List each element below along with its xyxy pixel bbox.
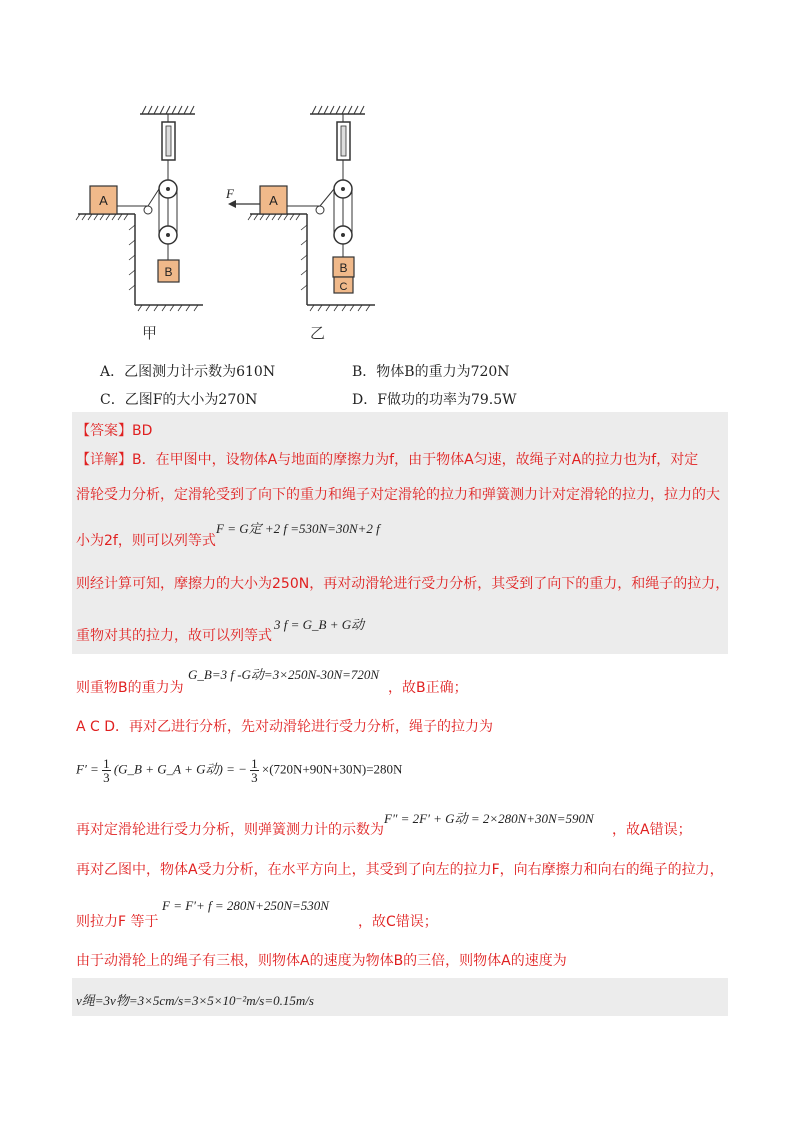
equation-6: F = F′+ f = 280N+250N=530N xyxy=(162,898,329,913)
option-d: D．F做功的功率为79.5W xyxy=(352,392,517,408)
detail-line-8b: ，故A错误； xyxy=(612,822,692,838)
force-label: F xyxy=(226,186,234,201)
block-a-label: A xyxy=(269,193,278,208)
block-c-label: C xyxy=(339,281,348,293)
equation-5: F″ = 2F′ + G动 = 2×280N+30N=590N xyxy=(384,811,594,826)
equation-7: v绳=3v物=3×5cm/s=3×5×10⁻²m/s=0.15m/s xyxy=(76,993,314,1008)
fraction-one-third xyxy=(102,757,111,784)
figure-label-right: 乙 xyxy=(310,324,326,342)
detail-line-8a: 再对定滑轮进行受力分析，则弹簧测力计的示数为 xyxy=(76,822,384,838)
detail-line-10b: ，故C错误； xyxy=(358,914,438,930)
detail-line-4: 则经计算可知，摩擦力的大小为250N，再对动滑轮进行受力分析，其受到了向下的重力，和绳子的拉力， xyxy=(76,576,730,592)
equation-3: G_B=3 f -G动=3×250N-30N=720N xyxy=(188,667,380,682)
equation-4-lhs: F′ = xyxy=(76,761,99,777)
fraction-denominator: 3 xyxy=(251,770,258,785)
detail-line-1: 【详解】B．在甲图中，设物体A与地面的摩擦力为f，由于物体A匀速，故绳子对A的拉力也为f，对定 xyxy=(76,452,699,468)
answer-line: 【答案】BD xyxy=(76,423,153,439)
detail-line-5: 重物对其的拉力，故可以列等式 xyxy=(76,628,272,644)
block-a-label: A xyxy=(99,193,108,208)
detail-line-11: 由于动滑轮上的绳子有三根，则物体A的速度为物体B的三倍，则物体A的速度为 xyxy=(76,953,567,969)
equation-4-rhs: ×(720N+90N+30N)=280N xyxy=(261,761,403,777)
detail-line-2: 滑轮受力分析，定滑轮受到了向下的重力和绳子对定滑轮的拉力和弹簧测力计对定滑轮的拉力，拉力的大 xyxy=(76,487,720,503)
detail-line-3: 小为2f，则可以列等式 xyxy=(76,533,216,549)
option-c: C．乙图F的大小为270N xyxy=(100,392,258,408)
detail-line-10a: 则拉力F 等于 xyxy=(76,914,159,930)
fraction-numerator: 1 xyxy=(251,756,258,771)
diagram-left xyxy=(76,106,203,311)
equation-1: F = G定 +2 f =530N=30N+2 f xyxy=(216,521,380,536)
pulley-diagram xyxy=(70,100,400,345)
fraction-one-third-2 xyxy=(250,757,259,784)
equation-4-middle: (G_B + G_A + G动) = xyxy=(113,761,235,777)
diagram-right xyxy=(225,106,375,311)
detail-line-6b: ，故B正确； xyxy=(388,680,468,696)
detail-line-9: 再对乙图中，物体A受力分析，在水平方向上，其受到了向左的拉力F，向右摩擦力和向右的绳子的拉力， xyxy=(76,862,724,878)
fraction-denominator: 3 xyxy=(103,770,110,785)
block-b-label: B xyxy=(164,265,173,279)
option-b: B．物体B的重力为720N xyxy=(352,364,510,380)
fraction-numerator: 1 xyxy=(103,756,110,771)
block-b-label: B xyxy=(339,261,348,275)
figure-label-left: 甲 xyxy=(142,324,158,342)
option-a: A．乙图测力计示数为610N xyxy=(100,364,276,380)
detail-line-7: A C D．再对乙进行分析，先对动滑轮进行受力分析，绳子的拉力为 xyxy=(76,719,494,735)
detail-line-6a: 则重物B的重力为 xyxy=(76,680,184,696)
equation-2: 3 f = G_B + G动 xyxy=(274,617,365,632)
equation-4: F′ = $\frac{1}{3}$ (G_B + G_A + G动) = − $\frac{1}{3}$ ×(720N+90N+30N)=280N xyxy=(76,756,403,785)
